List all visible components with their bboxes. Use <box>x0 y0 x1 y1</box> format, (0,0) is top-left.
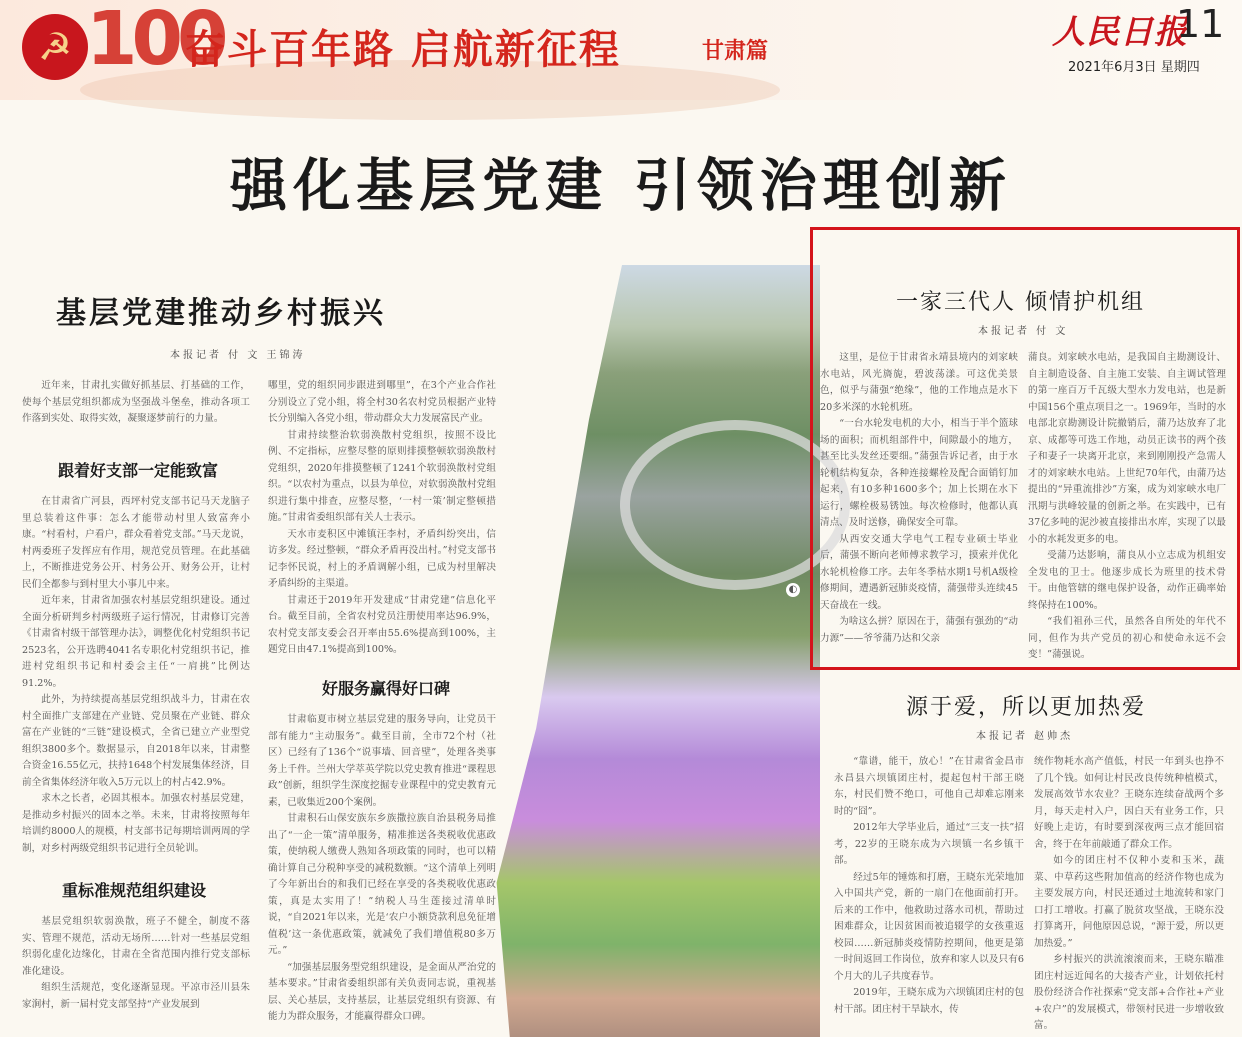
party-emblem-icon: ☭ <box>22 14 88 80</box>
banner-section: 甘肃篇 <box>702 39 769 64</box>
left-subhead-2: 重标准规范组织建设 <box>62 881 207 900</box>
left-article-byline: 本报记者 付 文 王锦涛 <box>170 350 306 361</box>
paragraph: 乡村振兴的洪流滚滚而来，王晓东瞄准团庄村远近闻名的大接杏产业，计划依托村股份经济合作社探索“党支部+合作社+产业+农户”的发展模式，带领村民进一步增收致富。 <box>1034 954 1224 1031</box>
right-top-col2 <box>1028 350 1226 660</box>
left-subhead-1: 跟着好支部一定能致富 <box>58 461 219 480</box>
banner-slogan: 奋斗百年路 启航新征程 <box>185 27 621 73</box>
paragraph: 近年来，甘肃省加强农村基层党组织建设。通过全面分析研判乡村两级班子运行情况，甘肃修订完善《甘肃省村级干部管理办法》，调整优化村党组织书记2523名，公开选聘4041名专职化村党组织书记，推进村党组织书记和村委会主任“一肩挑”比例达91.2%。 <box>22 595 250 689</box>
right-top-article-title: 一家三代人 倾情护机组 <box>896 290 1145 315</box>
left-col1-intro <box>22 378 250 443</box>
paragraph: 哪里，党的组织同步跟进到哪里”，在3个产业合作社分别设立了党小组，将全村30名农村党员根据产业特长分别编入各党小组，带动群众大力发展富民产业。 <box>268 380 496 424</box>
paragraph: 在甘肃省广河县，西坪村党支部书记马天龙脑子里总装着这件事：怎么才能带动村里人致富奔小康。“村看村，户看户，群众看着党支部。”马天龙说，村两委班子发挥应有作用，规范党员管理。在此基础上，不断推进党务公开、村务公开、财务公开，让村民们全都参与到村里大小事儿中来。 <box>22 496 250 590</box>
paragraph: 蒲良。刘家峡水电站，是我国自主勘测设计、自主制造设备、自主施工安装、自主调试管理的第一座百万千瓦级大型水力发电站，也是新中国156个重点项目之一。1969年，当时的水电部北京勘测设计院撤销后，蒲乃达放弃了北京、成都等可选工作地，动员正读书的两个孩子和妻子一块离开北京，来到刚刚投产急需人才的刘家峡水电站。上世纪70年代，由蒲乃达提出的“异重流排沙”方案，成为刘家峡水电厂汛期与洪峰较量的创新之举。在实践中，已有37亿多吨的泥沙被直接排出水库，实现了以最小的水耗发更多的电。 <box>1028 352 1226 545</box>
paragraph: “靠谱，能干，放心！”在甘肃省金昌市永昌县六坝镇团庄村，提起包村干部王晓东，村民们赞不绝口，可他自己却难忘刚来时的“囧”。 <box>834 756 1024 817</box>
right-bottom-byline: 本报记者 赵帅杰 <box>976 731 1074 742</box>
paragraph: “一台水轮发电机的大小，相当于半个篮球场的面积；而机组部件中，间隙最小的地方，甚至比头发丝还要细。”蒲强告诉记者，由于水轮机结构复杂，各种连接螺栓及配合面销钉加起来，有10多种1600多个；加上长期在水下运行，螺栓极易锈蚀。每次检修时，他都认真清点、及时送修，确保安全可靠。 <box>820 418 1018 528</box>
paragraph: 如今的团庄村不仅种小麦和玉米，蔬菜、中草药这些附加值高的经济作物也成为主要发展方向，村民还通过土地流转和家门口打工增收。打赢了脱贫攻坚战，王晓东没打算离开，问他原因总说，“源于爱，所以更加热爱。” <box>1034 855 1224 949</box>
paragraph: 甘肃还于2019年开发建成“甘肃党建”信息化平台。截至目前，全省农村党员注册使用率达96.9%，农村党支部支委会召开率由55.6%提高到100%，主题党日由47.1%提高到100%。 <box>268 594 496 655</box>
right-top-byline: 本报记者 付 文 <box>978 326 1069 337</box>
landscape-photo <box>490 265 820 1037</box>
paragraph: 统作物耗水高产值低，村民一年到头也挣不了几个钱。如何让村民改良传统种植模式，发展高效节水农业？王晓东连续奋战两个多月，每天走村入户，因白天有业务工作，只好晚上走访，有时要到深夜两三点才能回宿舍，终于在年前敲通了群众工作。 <box>1034 756 1224 850</box>
paragraph: 近年来，甘肃扎实做好抓基层、打基础的工作，使每个基层党组织都成为坚强战斗堡垒，推动各项工作落到实处、取得实效，凝聚逐梦前行的力量。 <box>22 380 250 424</box>
paragraph: 2019年，王晓东成为六坝镇团庄村的包村干部。团庄村干旱缺水，传 <box>834 987 1024 1015</box>
right-bottom-col2 <box>1034 754 1224 1031</box>
page-headline: 强化基层党建 引领治理创新 <box>230 153 1012 219</box>
paragraph: 基层党组织软弱涣散，班子不健全，制度不落实、管理不规范，活动无场所……针对一些基层党组织弱化虚化边缘化，甘肃在全省范围内推行党支部标准化建设。 <box>22 916 250 977</box>
paragraph: 甘肃持续整治软弱涣散村党组织，按照不设比例、不定指标，应整尽整的原则排摸整顿软弱涣散村党组织，2020年排摸整顿了1241个软弱涣散村党组织。“以农村为重点，以县为单位，对软弱涣散村党组织进行集中排查，应整尽整，‘一村一策’制定整顿措施。”甘肃省委组织部有关人士表示。 <box>268 429 496 523</box>
left-subhead-3: 好服务赢得好口碑 <box>322 679 451 698</box>
right-bottom-col1 <box>834 754 1024 1019</box>
left-col1-tail <box>22 914 250 1012</box>
paragraph: 此外，为持续提高基层党组织战斗力，甘肃在农村全面推广支部建在产业链、党员聚在产业链、群众富在产业链的“三链”建设模式，全省已建立产业型党组织3800多个。数据显示，自2018年以来，甘肃整合资金16.55亿元，扶持1648个村发展集体经济，目前全省集体经济年收入5万元以上的村占42.9%。 <box>22 694 250 788</box>
centenary-logo: 100 <box>86 0 223 82</box>
paragraph: 为啥这么拼？原因在于，蒲强有强劲的“动力源”——爷爷蒲乃达和父亲 <box>820 616 1018 644</box>
paragraph: 天水市麦积区中滩镇汪李村，矛盾纠纷突出，信访多发。经过整顿，“群众矛盾再没出村。”村党支部书记李怀民说，村上的矛盾调解小组，已成为村里解决矛盾纠纷的主渠道。 <box>268 528 496 589</box>
issue-date: 2021年6月3日 星期四 <box>1068 60 1200 75</box>
right-top-col1 <box>820 350 1018 660</box>
right-bottom-article-title: 源于爱，所以更加热爱 <box>906 695 1147 720</box>
paragraph: 甘肃积石山保安族东乡族撒拉族自治县税务局推出了“一企一策”清单服务，精准推送各类税收优惠政策，使纳税人缴费人熟知各项政策的同时，也可以精确计算自己分税种享受的减税数额。“这个清单上列明了今年新出台的和我们已经在享受的各类税收优惠政策，真是太实用了！”纳税人马生莲接过清单时说，“自2021年以来，光是‘农户小额贷款利息免征增值税’这一条优惠政策，就减免了我们增值税80多万元。” <box>268 813 496 956</box>
paragraph: “我们祖孙三代，虽然各自所处的年代不同，但作为共产党员的初心和使命永远不会变！”蒲强说。 <box>1028 616 1226 660</box>
paragraph: 甘肃临夏市树立基层党建的服务导向，让党员干部有能力“主动服务”。截至目前，全市72个村（社区）已经有了136个“说事墙、回音壁”，处理各类事务上千件。兰州大学萃英学院以党史教育推进“课程思政”创新，组织学生深度挖掘专业课程中的党史教育元素，已收集近200个案例。 <box>268 714 496 808</box>
left-col2-top <box>268 378 496 654</box>
photo-credit-icon: ◐ <box>786 583 800 597</box>
paragraph: “加强基层服务型党组织建设，是金面从严治党的基本要求。”甘肃省委组织部有关负责同志说，重视基层、关心基层，支持基层，让基层党组织有资源、有能力为群众服务，才能赢得群众口碑。 <box>268 961 496 1022</box>
left-col2-bottom <box>268 712 496 1022</box>
left-col1-body <box>22 494 250 860</box>
left-article-title: 基层党建推动乡村振兴 <box>56 296 386 331</box>
paragraph: 从西安交通大学电气工程专业硕士毕业后，蒲强不断向老师傅求教学习，摸索并优化水轮机检修工序。去年冬季枯水期1号机A级检修期间，遭遇新冠肺炎疫情，蒲强带头连续45天奋战在一线。 <box>820 533 1018 611</box>
paragraph: 受蒲乃达影响，蒲良从小立志成为机组安全发电的卫士。他逐步成长为班里的技术骨干。由他管辖的继电保护设备，动作正确率始终保持在100%。 <box>1028 550 1226 611</box>
header-banner <box>0 0 1242 100</box>
paragraph: 经过5年的锤炼和打磨，王晓东光荣地加入中国共产党，新的一扇门在他面前打开。后来的工作中，他救助过落水司机，帮助过困难群众，让因贫困而被追辍学的女孩重返校园……新冠肺炎疫情防控期间，他更是第一时间返回工作岗位，放弃和家人以及只有6个月大的儿子共度春节。 <box>834 871 1024 982</box>
page-number: 11 <box>1176 2 1225 46</box>
paragraph: 这里，是位于甘肃省永靖县境内的刘家峡水电站，风光旖旎，碧波荡漾。可这优美景色，似乎与蒲强“绝缘”，他的工作地点是水下20多米深的水轮机班。 <box>820 352 1018 413</box>
paragraph: 2012年大学毕业后，通过“三支一扶”招考，22岁的王晓东成为六坝镇一名乡镇干部。 <box>834 822 1024 866</box>
paragraph: 求木之长者，必固其根本。加强农村基层党建，是推动乡村振兴的固本之举。未来，甘肃将按照每年培训约8000人的规模，村支部书记每期培训两周的学制，对乡村两级党组织书记进行全员轮训。 <box>22 793 250 854</box>
newspaper-masthead: 人民日报 <box>1052 12 1188 51</box>
paragraph: 组织生活规范，变化逐渐显现。平凉市泾川县朱家涧村，新一届村党支部坚持“产业发展到 <box>22 982 250 1010</box>
